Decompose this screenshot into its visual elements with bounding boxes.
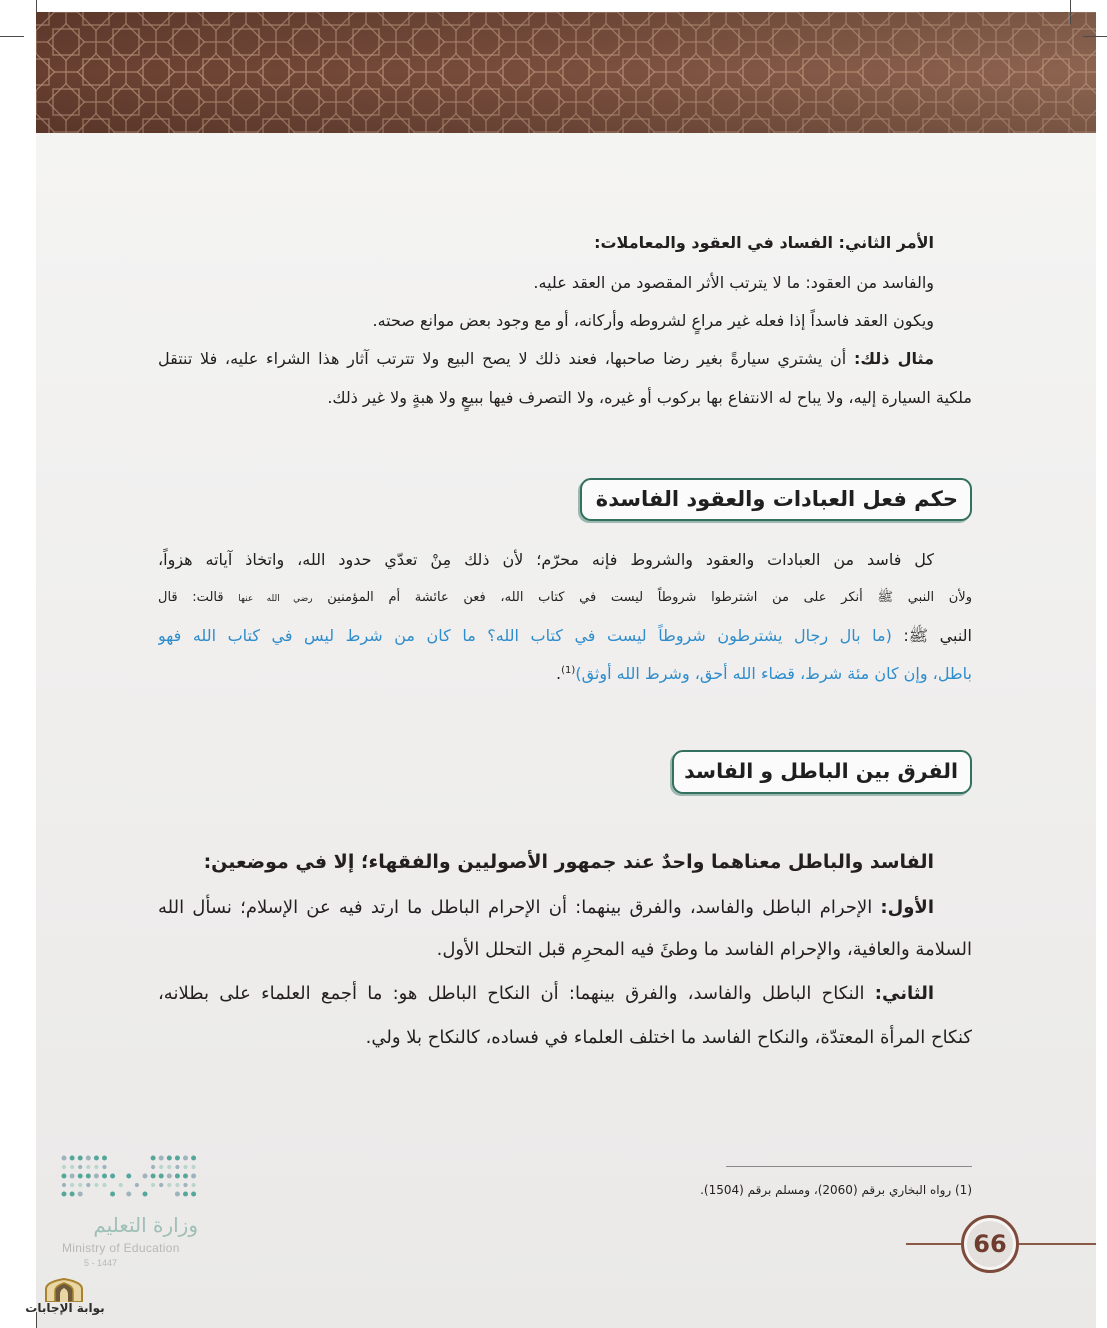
difference-line bbox=[158, 977, 934, 1011]
logo-dot bbox=[62, 1174, 67, 1179]
logo-dot bbox=[94, 1174, 99, 1179]
logo-dot bbox=[191, 1174, 196, 1179]
dot-grid-logo-icon bbox=[60, 1154, 200, 1198]
logo-dot bbox=[175, 1174, 180, 1179]
logo-dot bbox=[167, 1156, 172, 1161]
logo-dot bbox=[183, 1183, 187, 1187]
logo-dot bbox=[151, 1174, 156, 1179]
logo-dot bbox=[62, 1156, 67, 1161]
logo-dot bbox=[143, 1174, 148, 1179]
ruling-text: ولأن النبي ﷺ أنكر على من اشترطوا شروطاً ليست في كتاب الله، فعن عائشة أم المؤمنين bbox=[327, 590, 972, 605]
logo-dot bbox=[70, 1156, 75, 1161]
logo-dot bbox=[167, 1183, 171, 1187]
logo-dot bbox=[102, 1174, 107, 1179]
logo-dot bbox=[175, 1156, 180, 1161]
ruling-line: كل فاسد من العبادات والعقود والشروط فإنه محرّم؛ لأن ذلك مِنْ تعدّي حدود الله، واتخاذ آياته هزواً، bbox=[158, 550, 934, 569]
example-continuation: ملكية السيارة إليه، ولا يباح له الانتفاع بها بركوب أو غيره، ولا التصرف فيها ببيعٍ ولا هبةٍ ولا غير ذلك. bbox=[327, 388, 972, 407]
logo-dot bbox=[86, 1174, 91, 1179]
logo-dot bbox=[70, 1174, 75, 1179]
banner-shading bbox=[36, 12, 1096, 133]
logo-dot bbox=[70, 1165, 74, 1169]
logo-dot bbox=[175, 1165, 179, 1169]
logo-dot bbox=[151, 1183, 155, 1187]
logo-dot bbox=[183, 1165, 187, 1169]
difference-heading: الفاسد والباطل معناهما واحدٌ عند جمهور الأصوليين والفقهاء؛ إلا في موضعين: bbox=[203, 851, 934, 873]
logo-dot bbox=[102, 1183, 106, 1187]
ruling-line bbox=[158, 621, 972, 651]
ruling-text: النبي ﷺ: bbox=[903, 626, 972, 645]
logo-dot bbox=[183, 1192, 188, 1197]
logo-dot bbox=[62, 1183, 66, 1187]
footnote-text: (1) رواه البخاري برقم (2060)، ومسلم برقم (1504). bbox=[700, 1183, 972, 1197]
ruling-line bbox=[158, 659, 972, 689]
difference-line bbox=[158, 891, 934, 925]
logo-dot bbox=[159, 1165, 163, 1169]
logo-dot bbox=[102, 1156, 107, 1161]
logo-dot bbox=[159, 1183, 163, 1187]
logo-dot bbox=[191, 1192, 196, 1197]
crop-mark bbox=[1070, 0, 1071, 24]
page-number bbox=[961, 1215, 1019, 1273]
logo-dot bbox=[62, 1192, 67, 1197]
footnote-divider bbox=[726, 1166, 972, 1167]
logo-dot bbox=[175, 1192, 180, 1197]
logo-dot bbox=[126, 1192, 131, 1197]
ministry-name-arabic: وزارة التعليم bbox=[93, 1213, 198, 1237]
ruling-line bbox=[158, 583, 972, 613]
difference-line: السلامة والعافية، والإحرام الفاسد ما وطئَ فيه المحرِم قبل التحلل الأول. bbox=[436, 939, 972, 960]
ruling-section-box bbox=[580, 478, 972, 521]
logo-dot bbox=[94, 1183, 98, 1187]
first-label: الأول: bbox=[880, 897, 934, 918]
logo-dot bbox=[62, 1165, 66, 1169]
logo-dot bbox=[78, 1156, 83, 1161]
logo-dot bbox=[143, 1192, 148, 1197]
difference-section-box bbox=[672, 750, 972, 794]
ministry-name-english: Ministry of Education bbox=[62, 1241, 180, 1255]
header-banner bbox=[36, 12, 1096, 133]
logo-dot bbox=[151, 1165, 155, 1169]
corrupt-condition-text: ويكون العقد فاسداً إذا فعله غير مراعٍ لشروطه وأركانه، أو مع وجود بعض موانع صحته. bbox=[372, 311, 934, 330]
logo-dot bbox=[78, 1165, 82, 1169]
logo-dot bbox=[151, 1156, 156, 1161]
logo-dot bbox=[70, 1192, 75, 1197]
logo-dot bbox=[192, 1165, 196, 1169]
crop-mark bbox=[1083, 36, 1107, 37]
footnote-reference: (1) bbox=[561, 665, 576, 676]
logo-dot bbox=[78, 1183, 82, 1187]
section-heading-corruption: الأمر الثاني: الفساد في العقود والمعاملات: bbox=[594, 233, 934, 252]
logo-dot bbox=[86, 1156, 91, 1161]
logo-dot bbox=[110, 1192, 115, 1197]
logo-dot bbox=[86, 1183, 90, 1187]
logo-dot bbox=[191, 1156, 196, 1161]
example-label: مثال ذلك: bbox=[853, 349, 934, 368]
logo-dot bbox=[102, 1165, 106, 1169]
example-line bbox=[158, 344, 934, 374]
crop-mark bbox=[36, 0, 37, 12]
difference-text: الإحرام الباطل والفاسد، والفرق بينهما: أن الإحرام الباطل ما ارتد فيه عن الإسلام؛ نسأل الله bbox=[158, 897, 873, 918]
difference-text: النكاح الباطل والفاسد، والفرق بينهما: أن النكاح الباطل هو: ما أجمع العلماء على بطلانه، bbox=[158, 983, 865, 1004]
sentence-end: . bbox=[556, 664, 562, 683]
logo-dot bbox=[192, 1183, 196, 1187]
logo-dot bbox=[167, 1165, 171, 1169]
logo-dot bbox=[78, 1174, 83, 1179]
honorific-text: رضي الله عنها bbox=[238, 594, 313, 604]
crop-mark bbox=[0, 36, 24, 37]
logo-dot bbox=[78, 1192, 83, 1197]
ministry-year: 5 - 1447 bbox=[84, 1258, 118, 1268]
page-number-line-right bbox=[1019, 1243, 1096, 1245]
logo-dot bbox=[183, 1156, 188, 1161]
page-number-line-left bbox=[906, 1243, 961, 1245]
second-label: الثاني: bbox=[874, 983, 934, 1004]
logo-dot bbox=[86, 1165, 90, 1169]
example-text: أن يشتري سيارةً بغير رضا صاحبها، فعند ذلك لا يصح البيع ولا تترتب آثار هذا الشراء عليه، فلا تنتقل bbox=[158, 349, 847, 368]
logo-dot bbox=[110, 1174, 115, 1179]
hadith-quote: باطل، وإن كان مئة شرط، قضاء الله أحق، وشرط الله أوثق) bbox=[575, 664, 972, 683]
logo-dot bbox=[159, 1174, 164, 1179]
logo-dot bbox=[70, 1183, 74, 1187]
logo-dot bbox=[119, 1183, 123, 1187]
hadith-quote: (ما بال رجال يشترطون شروطاً ليست في كتاب الله؟ ما كان من شرط ليس في كتاب الله فهو bbox=[158, 626, 892, 645]
logo-dot bbox=[94, 1156, 99, 1161]
logo-dot bbox=[167, 1174, 172, 1179]
logo-dot bbox=[94, 1165, 98, 1169]
definition-text: والفاسد من العقود: ما لا يترتب الأثر المقصود من العقد عليه. bbox=[533, 273, 934, 292]
logo-dot bbox=[135, 1183, 139, 1187]
page-number-text: 66 bbox=[973, 1230, 1007, 1258]
logo-dot bbox=[159, 1156, 164, 1161]
logo-dot bbox=[175, 1183, 179, 1187]
logo-dot bbox=[183, 1174, 188, 1179]
logo-dot bbox=[126, 1174, 131, 1179]
ruling-section-title: حكم فعل العبادات والعقود الفاسدة bbox=[595, 487, 958, 511]
ruling-text: قالت: قال bbox=[158, 590, 224, 605]
watermark-label: بوابة الإجابات bbox=[25, 1301, 105, 1315]
difference-section-title: الفرق بين الباطل و الفاسد bbox=[684, 759, 958, 783]
difference-line: كنكاح المرأة المعتدّة، والنكاح الفاسد ما اختلف العلماء في فساده، كالنكاح بلا ولي. bbox=[365, 1027, 972, 1048]
